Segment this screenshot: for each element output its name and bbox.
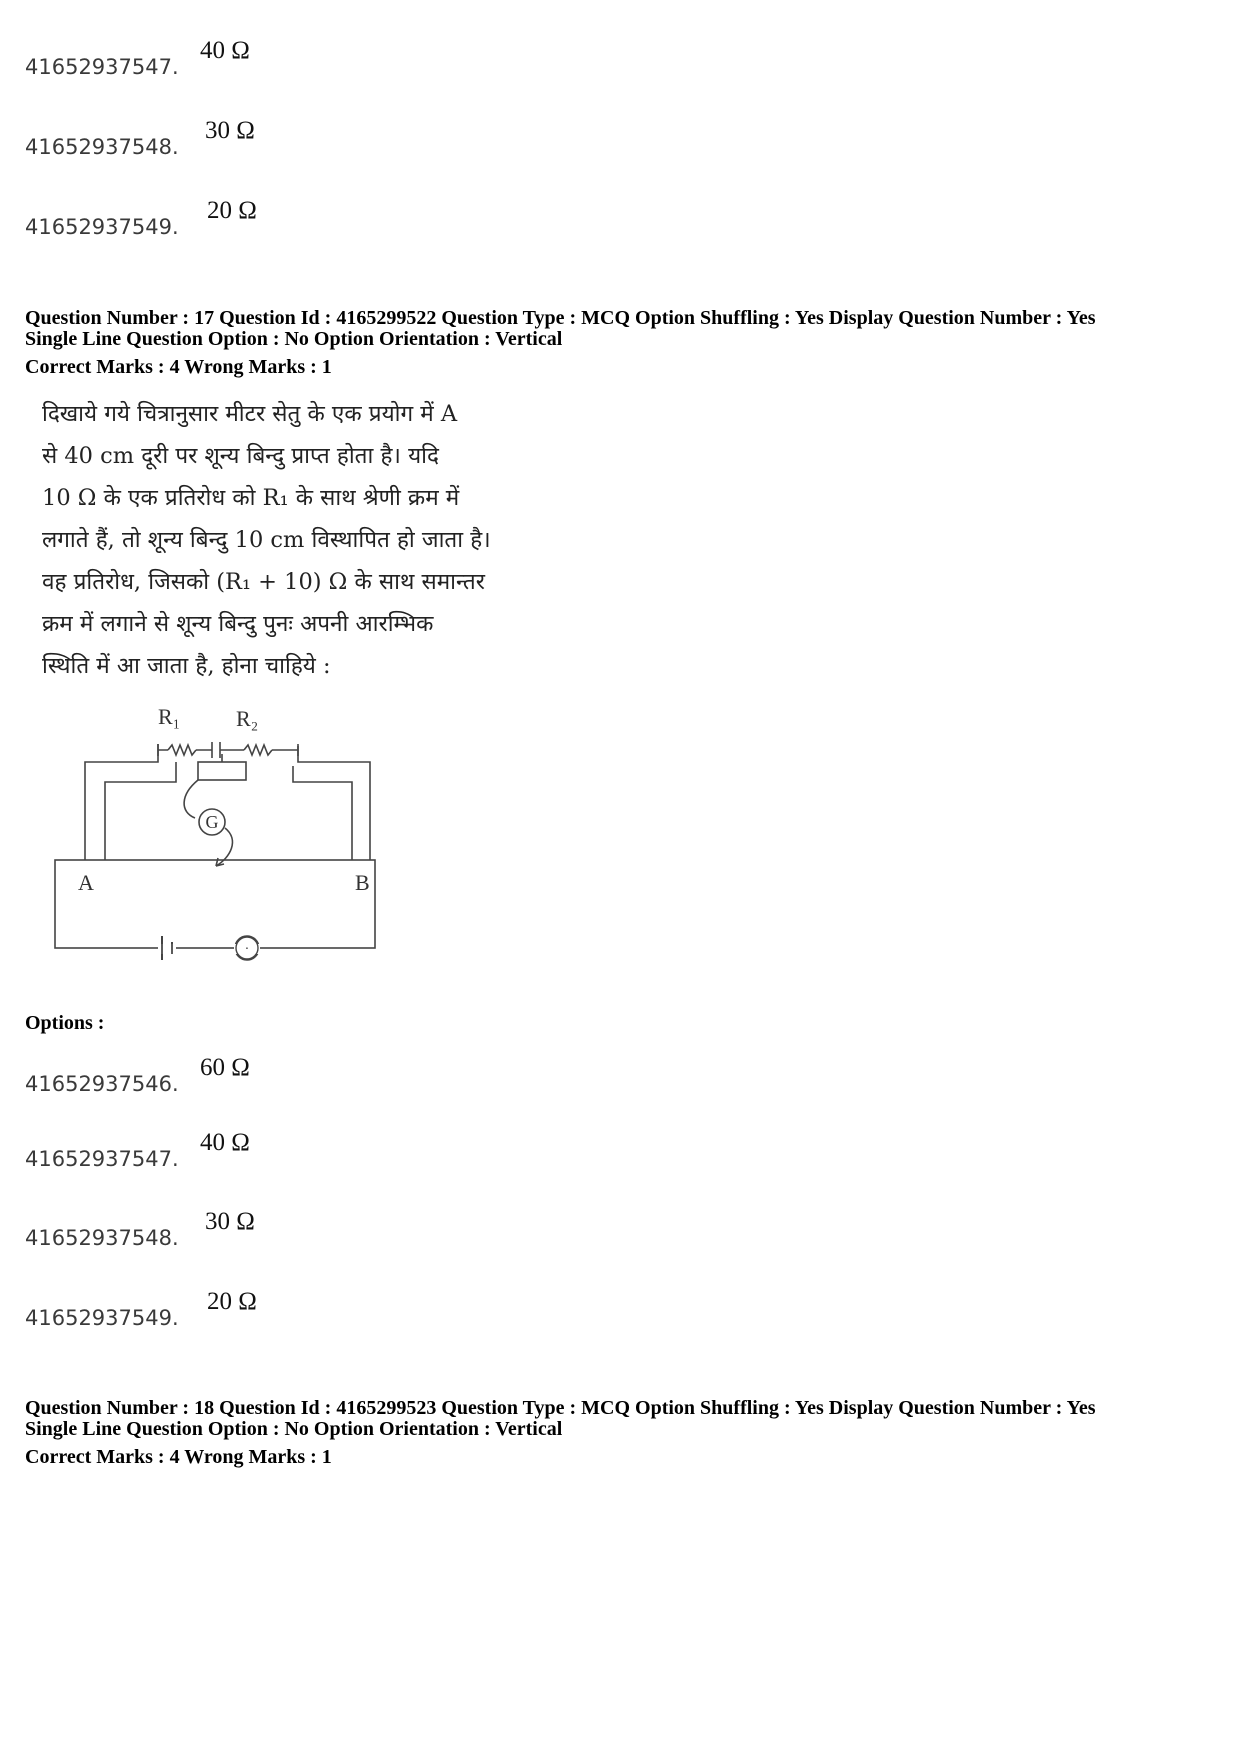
r1-label: R₁ xyxy=(158,704,181,729)
question-text-line: 10 Ω के एक प्रतिरोध को R₁ के साथ श्रेणी क्रम में xyxy=(42,485,460,511)
point-b-label: B xyxy=(355,870,370,895)
option-value: 30 Ω xyxy=(205,1208,255,1235)
options-label: Options : xyxy=(25,1012,105,1034)
question-marks: Correct Marks : 4 Wrong Marks : 1 xyxy=(25,1446,332,1468)
option-value: 20 Ω xyxy=(207,1288,257,1315)
key-dot: · xyxy=(244,942,250,957)
r1-zigzag xyxy=(168,745,196,755)
galvanometer-label: G xyxy=(205,812,219,832)
option-value: 40 Ω xyxy=(200,37,250,64)
question-header-line2: Single Line Question Option : No Option Orientation : Vertical xyxy=(25,328,563,350)
option-value: 40 Ω xyxy=(200,1129,250,1156)
question-text-line: दिखाये गये चित्रानुसार मीटर सेतु के एक प्रयोग में A xyxy=(42,401,458,427)
question-text-line: वह प्रतिरोध, जिसको (R₁ + 10) Ω के साथ समान्तर xyxy=(42,569,485,595)
r2-label: R₂ xyxy=(236,706,259,731)
question-header-line2: Single Line Question Option : No Option Orientation : Vertical xyxy=(25,1418,563,1440)
meter-bridge-diagram xyxy=(40,700,420,980)
bridge-board xyxy=(55,860,375,948)
option-value: 30 Ω xyxy=(205,117,255,144)
right-inner-wire xyxy=(293,766,352,860)
question-text xyxy=(42,393,562,687)
option-id: 41652937549. xyxy=(25,1306,179,1330)
question-text-line: लगाते हैं, तो शून्य बिन्दु 10 cm विस्थापित हो जाता है। xyxy=(42,527,491,553)
option-id: 41652937549. xyxy=(25,215,179,239)
right-outer-wire xyxy=(298,746,370,860)
option-id: 41652937548. xyxy=(25,1226,179,1250)
top-gap xyxy=(196,742,244,758)
option-value: 20 Ω xyxy=(207,197,257,224)
gap-strip xyxy=(198,762,246,780)
left-inner-wire xyxy=(105,762,176,860)
left-outer-wire xyxy=(85,744,158,860)
question-text-line: स्थिति में आ जाता है, होना चाहिये : xyxy=(42,653,331,679)
galvanometer-lead xyxy=(184,780,198,818)
option-id: 41652937547. xyxy=(25,55,179,79)
question-text-line: से 40 cm दूरी पर शून्य बिन्दु प्राप्त होता है। यदि xyxy=(42,443,439,469)
option-id: 41652937546. xyxy=(25,1072,179,1096)
question-marks: Correct Marks : 4 Wrong Marks : 1 xyxy=(25,356,332,378)
r1-left-lead xyxy=(158,744,168,756)
question-header: Question Number : 18 Question Id : 4165299523 Question Type : MCQ Option Shuffling : Yes Display Question Number : Yes xyxy=(25,1397,1096,1419)
option-id: 41652937548. xyxy=(25,135,179,159)
r2-zigzag xyxy=(244,745,272,755)
option-value: 60 Ω xyxy=(200,1054,250,1081)
point-a-label: A xyxy=(78,870,94,895)
r2-right-lead xyxy=(272,744,298,756)
option-id: 41652937547. xyxy=(25,1147,179,1171)
question-text-line: क्रम में लगाने से शून्य बिन्दु पुनः अपनी आरम्भिक xyxy=(42,611,434,637)
question-header: Question Number : 17 Question Id : 4165299522 Question Type : MCQ Option Shuffling : Yes Display Question Number : Yes xyxy=(25,307,1096,329)
